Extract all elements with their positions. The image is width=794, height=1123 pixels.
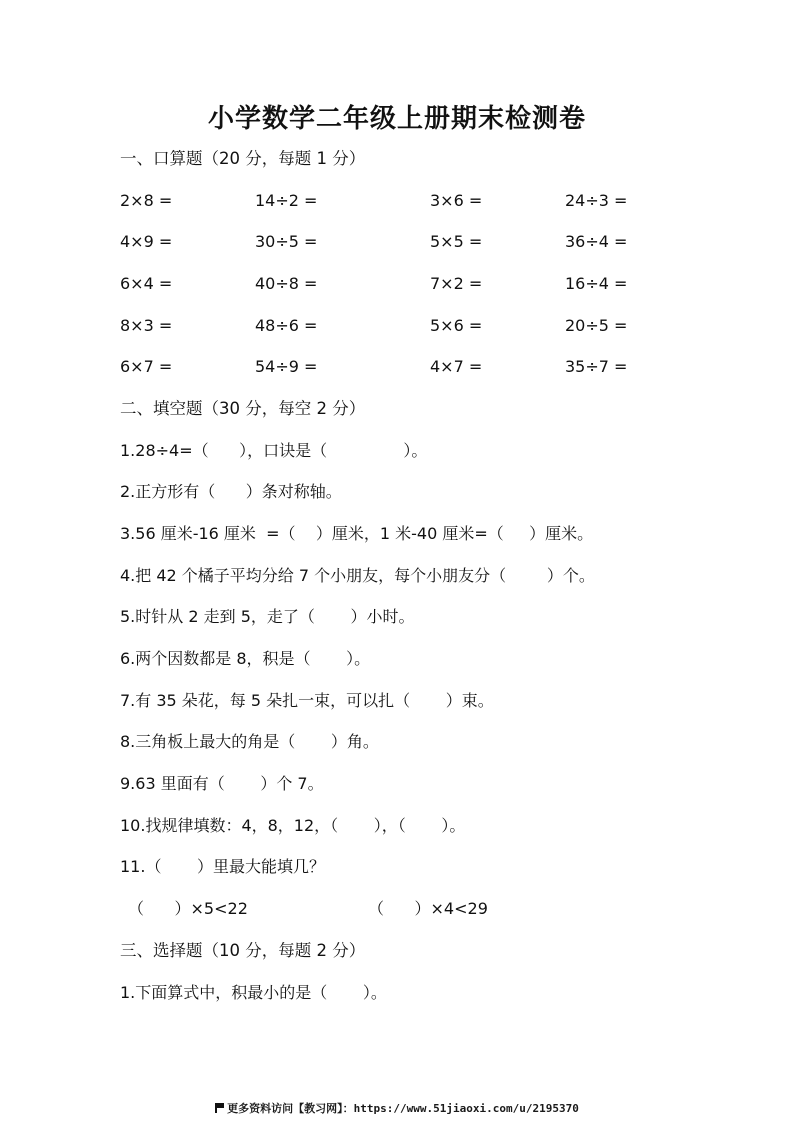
- fill-sub-item-1: （ ）×5<22: [128, 899, 248, 918]
- oral-item: 5×6 =: [430, 316, 483, 335]
- oral-row-2: [0, 231, 794, 253]
- section-2-heading: 二、填空题（30 分，每空 2 分）: [120, 399, 366, 418]
- fill-question-8: 8.三角板上最大的角是（ ）角。: [120, 732, 379, 751]
- oral-item: 36÷4 =: [565, 232, 628, 251]
- section-1-heading: 一、口算题（20 分，每题 1 分）: [120, 149, 366, 168]
- oral-item: 40÷8 =: [255, 274, 318, 293]
- oral-item: 20÷5 =: [565, 316, 628, 335]
- flag-icon: [215, 1103, 224, 1113]
- oral-item: 6×7 =: [120, 357, 173, 376]
- footer-link-text[interactable]: 更多资料访问【教习网】：https://www.51jiaoxi.com/u/2195370: [227, 1102, 579, 1115]
- oral-item: 8×3 =: [120, 316, 173, 335]
- oral-row-5: [0, 356, 794, 378]
- oral-item: 35÷7 =: [565, 357, 628, 376]
- fill-question-9: 9.63 里面有（ ）个 7。: [120, 774, 324, 793]
- oral-row-3: [0, 273, 794, 295]
- choice-question-1: 1.下面算式中，积最小的是（ ）。: [120, 983, 387, 1002]
- oral-item: 54÷9 =: [255, 357, 318, 376]
- oral-item: 4×9 =: [120, 232, 173, 251]
- oral-row-4: [0, 315, 794, 337]
- oral-item: 30÷5 =: [255, 232, 318, 251]
- fill-question-6: 6.两个因数都是 8，积是（ ）。: [120, 649, 371, 668]
- oral-item: 7×2 =: [430, 274, 483, 293]
- fill-question-2: 2.正方形有（ ）条对称轴。: [120, 482, 342, 501]
- fill-sub-item-2: （ ）×4<29: [368, 899, 488, 918]
- oral-item: 2×8 =: [120, 191, 173, 210]
- oral-item: 4×7 =: [430, 357, 483, 376]
- oral-item: 3×6 =: [430, 191, 483, 210]
- fill-question-3: 3.56 厘米-16 厘米 =（ ）厘米，1 米-40 厘米=（ ）厘米。: [120, 524, 594, 543]
- oral-item: 48÷6 =: [255, 316, 318, 335]
- fill-question-7: 7.有 35 朵花，每 5 朵扎一束，可以扎（ ）束。: [120, 691, 494, 710]
- oral-item: 16÷4 =: [565, 274, 628, 293]
- oral-item: 6×4 =: [120, 274, 173, 293]
- fill-question-1: 1.28÷4=（ ），口诀是（ ）。: [120, 441, 428, 460]
- fill-question-11: 11.（ ）里最大能填几？: [120, 857, 326, 876]
- footer: [0, 1100, 794, 1116]
- section-3-heading: 三、选择题（10 分，每题 2 分）: [120, 941, 366, 960]
- oral-item: 14÷2 =: [255, 191, 318, 210]
- fill-question-4: 4.把 42 个橘子平均分给 7 个小朋友，每个小朋友分（ ）个。: [120, 566, 595, 585]
- fill-question-10: 10.找规律填数：4，8，12，（ ），（ ）。: [120, 816, 466, 835]
- oral-item: 24÷3 =: [565, 191, 628, 210]
- oral-row-1: [0, 190, 794, 212]
- fill-question-5: 5.时针从 2 走到 5，走了（ ）小时。: [120, 607, 415, 626]
- exam-title: 小学数学二年级上册期末检测卷: [207, 104, 586, 134]
- oral-item: 5×5 =: [430, 232, 483, 251]
